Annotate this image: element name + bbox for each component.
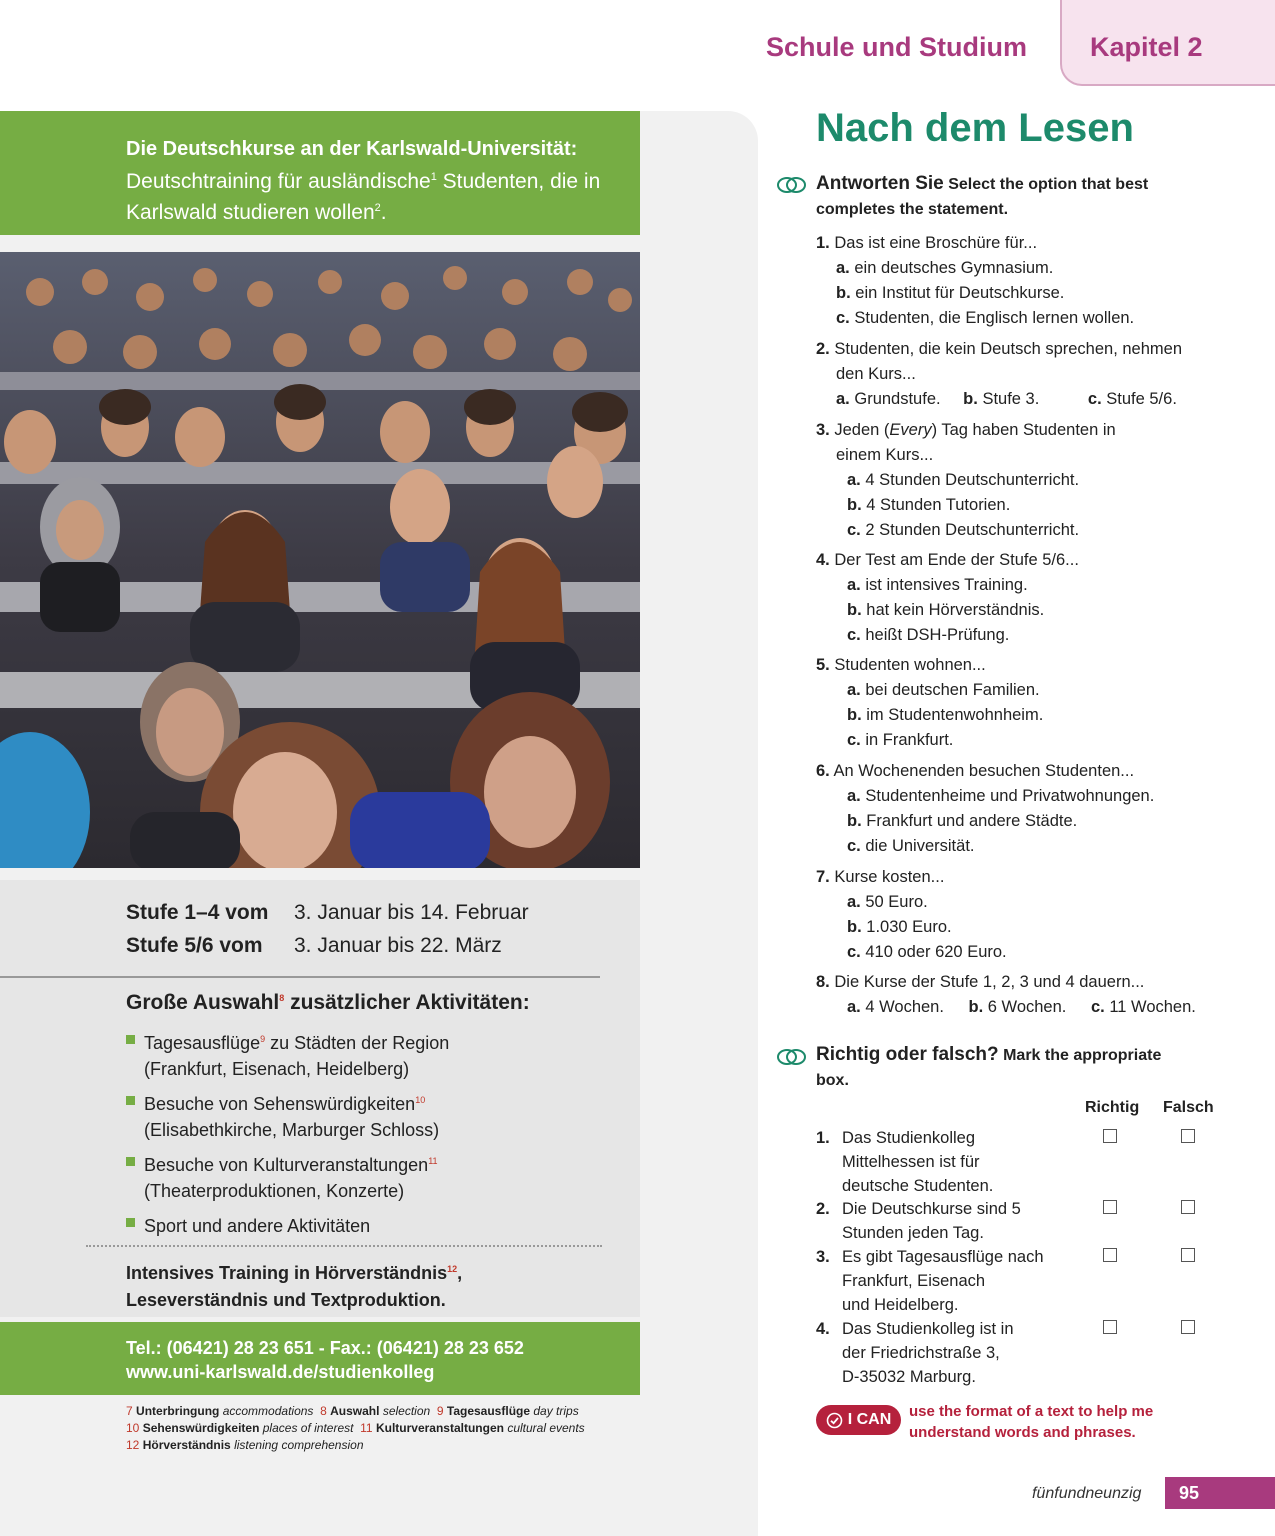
brochure-subtitle: Deutschtraining für ausländische$^1$ Studenten, die in Karlswald studieren wollen$^2$. bbox=[126, 170, 601, 224]
list-item: Besuche von Sehenswürdigkeiten$^{10}$ (Elisabethkirche, Marburger Schloss) bbox=[126, 1087, 606, 1143]
checkmark-icon bbox=[826, 1412, 843, 1429]
question-1: 1. Das ist eine Broschüre für... a. ein deutsches Gymnasium. b. ein Institut für Deutschkurse. c. Studenten, die Englisch lernen wollen. bbox=[816, 234, 1135, 327]
contact-website[interactable]: www.uni-karlswald.de/studienkolleg bbox=[126, 1362, 435, 1382]
column-falsch: Falsch bbox=[1163, 1099, 1214, 1116]
question-3: 3. Jeden (Every) Tag haben Studenten in einem Kurs... a. 4 Stunden Deutschunterricht. b. 4 Stunden Tutorien. c. 2 Stunden Deutschunterricht. bbox=[816, 421, 1116, 539]
list-item: Besuche von Kulturveranstaltungen$^{11}$ (Theaterproduktionen, Konzerte) bbox=[126, 1148, 606, 1204]
question-7: 7. Kurse kosten... a. 50 Euro. b. 1.030 Euro. c. 410 oder 620 Euro. bbox=[816, 868, 1007, 961]
question-4: 4. Der Test am Ende der Stufe 5/6... a. ist intensives Training. b. hat kein Hörverständnis. c. heißt DSH-Prüfung. bbox=[816, 551, 1079, 644]
list-item: Sport und andere Aktivitäten bbox=[126, 1209, 606, 1239]
tf-statement-1: 1. Das Studienkolleg Mittelhessen ist für deutsche Studenten. bbox=[816, 1129, 994, 1195]
richtig-checkbox-2[interactable] bbox=[1103, 1200, 1117, 1214]
schedule-row: Stufe 5/6 vom 3. Januar bis 22. März bbox=[126, 934, 502, 957]
tf-statement-2: 2. Die Deutschkurse sind 5 Stunden jeden Tag. bbox=[816, 1200, 1021, 1242]
glossary-line: 10 Sehenswürdigkeiten places of interest 11 Kulturveranstaltungen cultural events bbox=[126, 1421, 585, 1435]
exercise-title: Nach dem Lesen bbox=[816, 106, 1134, 150]
i-can-statement: use the format of a text to help me understand words and phrases. bbox=[909, 1403, 1154, 1441]
falsch-checkbox-1[interactable] bbox=[1181, 1129, 1195, 1143]
richtig-checkbox-1[interactable] bbox=[1103, 1129, 1117, 1143]
dotted-divider bbox=[86, 1245, 602, 1247]
divider bbox=[0, 976, 600, 978]
falsch-checkbox-4[interactable] bbox=[1181, 1320, 1195, 1334]
pair-work-icon bbox=[776, 174, 806, 196]
tf-statement-3: 3. Es gibt Tagesausflüge nach Frankfurt, Eisenach und Heidelberg. bbox=[816, 1248, 1044, 1314]
activities-list bbox=[126, 1026, 606, 1244]
glossary-line: 7 Unterbringung accommodations 8 Auswahl selection 9 Tagesausflüge day trips bbox=[126, 1404, 579, 1418]
list-item: Tagesausflüge$^9$ zu Städten der Region (Frankfurt, Eisenach, Heidelberg) bbox=[126, 1026, 606, 1082]
answer-instructions: Antworten Sie Select the option that best completes the statement. bbox=[816, 173, 1149, 218]
richtig-checkbox-4[interactable] bbox=[1103, 1320, 1117, 1334]
column-richtig: Richtig bbox=[1085, 1099, 1140, 1116]
activities-heading: Große Auswahl$^8$ zusätzlicher Aktivitäten: bbox=[126, 991, 530, 1014]
schedule-row: Stufe 1–4 vom 3. Januar bis 14. Februar bbox=[126, 901, 529, 924]
chapter-label: Kapitel 2 bbox=[1090, 32, 1203, 62]
contact-info bbox=[126, 1336, 524, 1384]
pair-work-icon bbox=[776, 1046, 806, 1068]
true-false-instructions: Richtig oder falsch? Mark the appropriate box. bbox=[816, 1044, 1162, 1089]
section-title: Schule und Studium bbox=[766, 32, 1027, 62]
question-8: 8. Die Kurse der Stufe 1, 2, 3 und 4 dauern... a. 4 Wochen. b. 6 Wochen. c. 11 Wochen. bbox=[816, 973, 1196, 1016]
question-2: 2. Studenten, die kein Deutsch sprechen, nehmen den Kurs... a. Grundstufe. b. Stufe 3. c. Stufe 5/6. bbox=[816, 340, 1183, 408]
falsch-checkbox-3[interactable] bbox=[1181, 1248, 1195, 1262]
contact-phone: Tel.: (06421) 28 23 651 - Fax.: (06421) 28 23 652 bbox=[126, 1338, 524, 1358]
tf-statement-4: 4. Das Studienkolleg ist in der Friedrichstraße 3, D-35032 Marburg. bbox=[816, 1320, 1014, 1386]
question-5: 5. Studenten wohnen... a. bei deutschen Familien. b. im Studentenwohnheim. c. in Frankfurt. bbox=[816, 656, 1044, 749]
training-note: Intensives Training in Hörverständnis$^{12}$, Leseverständnis und Textproduktion. bbox=[126, 1263, 463, 1310]
brochure-title: Die Deutschkurse an der Karlswald-Universität: bbox=[126, 138, 578, 160]
i-can-badge: I CAN bbox=[816, 1405, 901, 1435]
page-number-word: fünfundneunzig bbox=[1032, 1485, 1142, 1502]
richtig-checkbox-3[interactable] bbox=[1103, 1248, 1117, 1262]
page-number: 95 bbox=[1165, 1477, 1275, 1509]
lecture-hall-photo bbox=[0, 252, 640, 868]
question-6: 6. An Wochenenden besuchen Studenten... a. Studentenheime und Privatwohnungen. b. Frankfurt und andere Städte. c. die Universität. bbox=[816, 762, 1155, 855]
falsch-checkbox-2[interactable] bbox=[1181, 1200, 1195, 1214]
glossary-line: 12 Hörverständnis listening comprehension bbox=[126, 1438, 364, 1452]
glossary bbox=[126, 1403, 585, 1454]
